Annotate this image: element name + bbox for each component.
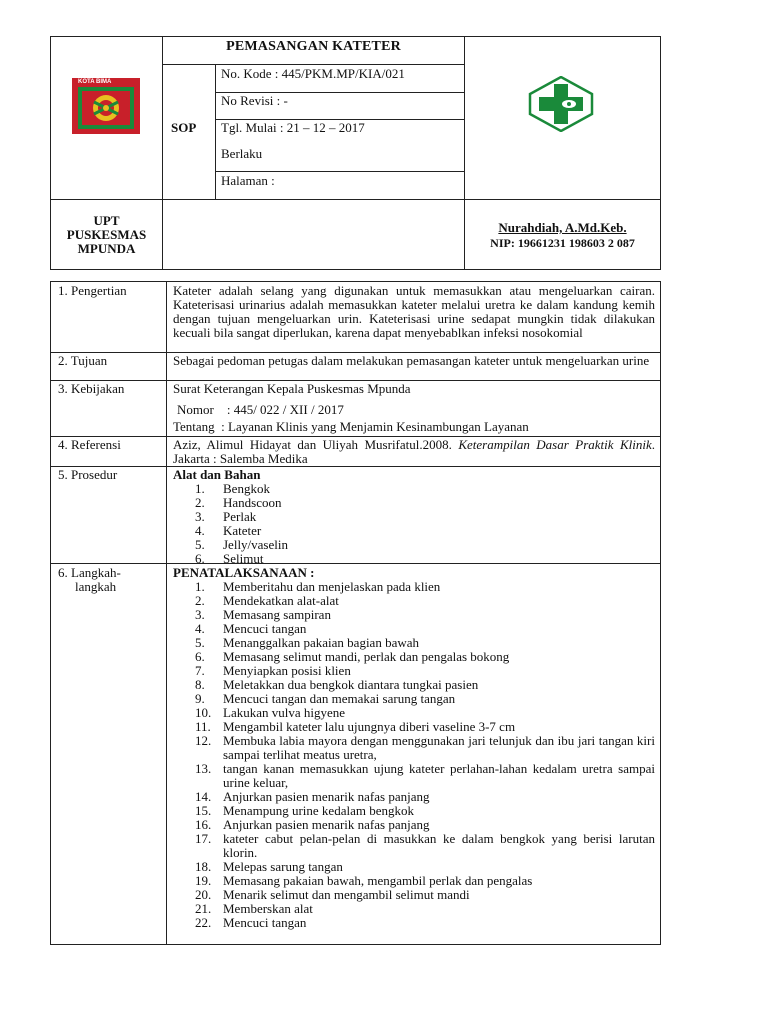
langkah-item-number: 17. xyxy=(195,831,212,846)
alat-item-number: 3. xyxy=(195,509,205,524)
label-langkah-line1: 6. Langkah- xyxy=(58,565,121,580)
langkah-list xyxy=(195,580,655,930)
alat-item-text: Selimut xyxy=(223,551,264,566)
referensi-authors: Aziz, Alimul Hidayat dan Uliyah Musrifatul.2008. xyxy=(173,437,459,452)
langkah-item xyxy=(195,762,655,790)
langkah-item-text: Mencuci tangan dan memakai sarung tangan xyxy=(223,691,456,706)
langkah-item xyxy=(195,888,655,902)
alat-item-text: Kateter xyxy=(223,523,262,538)
kebijakan-line-1: Surat Keterangan Kepala Puskesmas Mpunda xyxy=(173,381,411,396)
alat-item xyxy=(195,482,495,496)
langkah-item xyxy=(195,650,655,664)
alat-item-number: 6. xyxy=(195,551,205,566)
langkah-item-text: Memasang selimut mandi, perlak dan pengalas bokong xyxy=(223,649,510,664)
langkah-item-number: 8. xyxy=(195,677,205,692)
langkah-item-text: Menanggalkan pakaian bagian bawah xyxy=(223,635,420,650)
langkah-item-number: 18. xyxy=(195,859,212,874)
langkah-item-number: 11. xyxy=(195,719,211,734)
alat-item xyxy=(195,496,495,510)
logo-left-text: KOTA BIMA xyxy=(78,79,112,85)
label-langkah-line2: langkah xyxy=(75,579,117,594)
referensi-book-title: Keterampilan Dasar Praktik Klinik xyxy=(458,437,652,452)
langkah-item-text: kateter cabut pelan-pelan di masukkan ke dalam bengkok yang berisi larutan klorin. xyxy=(223,831,655,860)
label-prosedur: 5. Prosedur xyxy=(58,467,118,482)
langkah-item xyxy=(195,916,655,930)
langkah-item-number: 15. xyxy=(195,803,212,818)
org-line-upt: UPT xyxy=(93,213,120,228)
langkah-item-number: 19. xyxy=(195,873,212,888)
langkah-item xyxy=(195,804,655,818)
langkah-item xyxy=(195,902,655,916)
langkah-item-text: Membuka labia mayora dengan menggunakan jari telunjuk dan ibu jari tangan kiri sampai terlihat meatus uretra, xyxy=(223,733,655,762)
alat-item-text: Handscoon xyxy=(223,495,282,510)
langkah-item-number: 5. xyxy=(195,635,205,650)
langkah-item-text: Lakukan vulva higyene xyxy=(223,705,346,720)
langkah-item xyxy=(195,692,655,706)
langkah-item xyxy=(195,734,655,762)
langkah-item-text: Meletakkan dua bengkok diantara tungkai pasien xyxy=(223,677,479,692)
puskesmas-logo xyxy=(526,76,596,132)
kebijakan-line-2: Nomor : 445/ 022 / XII / 2017 xyxy=(177,402,344,417)
prosedur-heading: Alat dan Bahan xyxy=(173,467,261,482)
alat-item-text: Bengkok xyxy=(223,481,270,496)
text-tujuan: Sebagai pedoman petugas dalam melakukan pemasangan kateter untuk mengeluarkan urine xyxy=(173,353,650,368)
sop-label: SOP xyxy=(171,120,197,135)
langkah-item-text: Menarik selimut dan mengambil selimut mandi xyxy=(223,887,470,902)
alat-item xyxy=(195,510,495,524)
alat-item-number: 1. xyxy=(195,481,205,496)
langkah-item xyxy=(195,594,655,608)
label-kebijakan: 3. Kebijakan xyxy=(58,381,125,396)
field-no-revisi: No Revisi : - xyxy=(221,93,288,108)
langkah-item xyxy=(195,790,655,804)
langkah-item-text: Anjurkan pasien menarik nafas panjang xyxy=(223,789,430,804)
label-referensi: 4. Referensi xyxy=(58,437,121,452)
field-berlaku: Berlaku xyxy=(221,146,263,161)
langkah-item-number: 10. xyxy=(195,705,212,720)
langkah-item xyxy=(195,580,655,594)
org-line-mpunda: MPUNDA xyxy=(77,241,136,256)
referensi-publisher: . Jakarta : Salemba Medika xyxy=(173,437,656,466)
langkah-item xyxy=(195,636,655,650)
langkah-heading: PENATALAKSANAAN : xyxy=(173,565,315,580)
alat-list xyxy=(195,482,495,566)
org-line-puskesmas: PUSKESMAS xyxy=(66,227,147,242)
document-title: PEMASANGAN KATETER xyxy=(226,39,401,54)
langkah-item xyxy=(195,706,655,720)
langkah-item-number: 13. xyxy=(195,761,212,776)
langkah-item xyxy=(195,608,655,622)
langkah-item-number: 9. xyxy=(195,691,205,706)
kota-bima-logo xyxy=(72,78,140,134)
alat-item-number: 2. xyxy=(195,495,205,510)
langkah-item-number: 7. xyxy=(195,663,205,678)
langkah-item-number: 6. xyxy=(195,649,205,664)
signer-nip: NIP: 19661231 198603 2 087 xyxy=(490,236,635,250)
alat-item-text: Jelly/vaselin xyxy=(223,537,288,552)
alat-item xyxy=(195,552,495,566)
langkah-item-text: Mencuci tangan xyxy=(223,915,307,930)
alat-item-text: Perlak xyxy=(223,509,257,524)
langkah-item-number: 20. xyxy=(195,887,212,902)
field-tgl-mulai: Tgl. Mulai : 21 – 12 – 2017 xyxy=(221,120,365,135)
langkah-item xyxy=(195,832,655,860)
langkah-item-number: 22. xyxy=(195,915,212,930)
langkah-item-number: 2. xyxy=(195,593,205,608)
langkah-item-text: Mencuci tangan xyxy=(223,621,307,636)
langkah-item-text: Memasang pakaian bawah, mengambil perlak dan pengalas xyxy=(223,873,533,888)
langkah-item-text: Memberitahu dan menjelaskan pada klien xyxy=(223,579,441,594)
langkah-item xyxy=(195,860,655,874)
langkah-item xyxy=(195,720,655,734)
langkah-item xyxy=(195,874,655,888)
label-pengertian: 1. Pengertian xyxy=(58,283,127,298)
kebijakan-line-3: Tentang : Layanan Klinis yang Menjamin Kesinambungan Layanan xyxy=(173,419,529,434)
langkah-item xyxy=(195,622,655,636)
langkah-item-text: Menyiapkan posisi klien xyxy=(223,663,351,678)
alat-item-number: 4. xyxy=(195,523,205,538)
langkah-item-text: Mendekatkan alat-alat xyxy=(223,593,339,608)
langkah-item-text: Memasang sampiran xyxy=(223,607,331,622)
text-referensi xyxy=(173,438,655,466)
langkah-item-text: tangan kanan memasukkan ujung kateter perlahan-lahan kedalam uretra sampai urine keluar, xyxy=(223,761,655,790)
field-halaman: Halaman : xyxy=(221,173,275,188)
langkah-item-text: Anjurkan pasien menarik nafas panjang xyxy=(223,817,430,832)
langkah-item xyxy=(195,678,655,692)
langkah-item xyxy=(195,818,655,832)
alat-item-number: 5. xyxy=(195,537,205,552)
langkah-item-number: 16. xyxy=(195,817,212,832)
langkah-item-number: 21. xyxy=(195,901,212,916)
langkah-item-text: Menampung urine kedalam bengkok xyxy=(223,803,414,818)
label-tujuan: 2. Tujuan xyxy=(58,353,108,368)
langkah-item-number: 4. xyxy=(195,621,205,636)
langkah-item-text: Melepas sarung tangan xyxy=(223,859,343,874)
langkah-item-number: 12. xyxy=(195,733,212,748)
alat-item xyxy=(195,524,495,538)
signer-name: Nurahdiah, A.Md.Keb. xyxy=(498,220,627,235)
langkah-item-text: Memberskan alat xyxy=(223,901,313,916)
alat-item xyxy=(195,538,495,552)
langkah-item-number: 14. xyxy=(195,789,212,804)
langkah-item-number: 3. xyxy=(195,607,205,622)
text-pengertian: Kateter adalah selang yang digunakan untuk memasukkan atau mengeluarkan cairan. Kateterisasi urinarius adalah memasukkan kateter melalui uretra ke dalam kandung kemih dengan tujuan mengeluarkan urin. Kateterisasi urine sedapat mungkin tidak dilakukan kecuali bila sangat diperlukan, karena dapat menyebablkan infeksi nosokomial xyxy=(173,283,655,340)
field-no-kode: No. Kode : 445/PKM.MP/KIA/021 xyxy=(221,66,405,81)
langkah-item-number: 1. xyxy=(195,579,205,594)
langkah-item xyxy=(195,664,655,678)
langkah-item-text: Mengambil kateter lalu ujungnya diberi vaseline 3-7 cm xyxy=(223,719,516,734)
